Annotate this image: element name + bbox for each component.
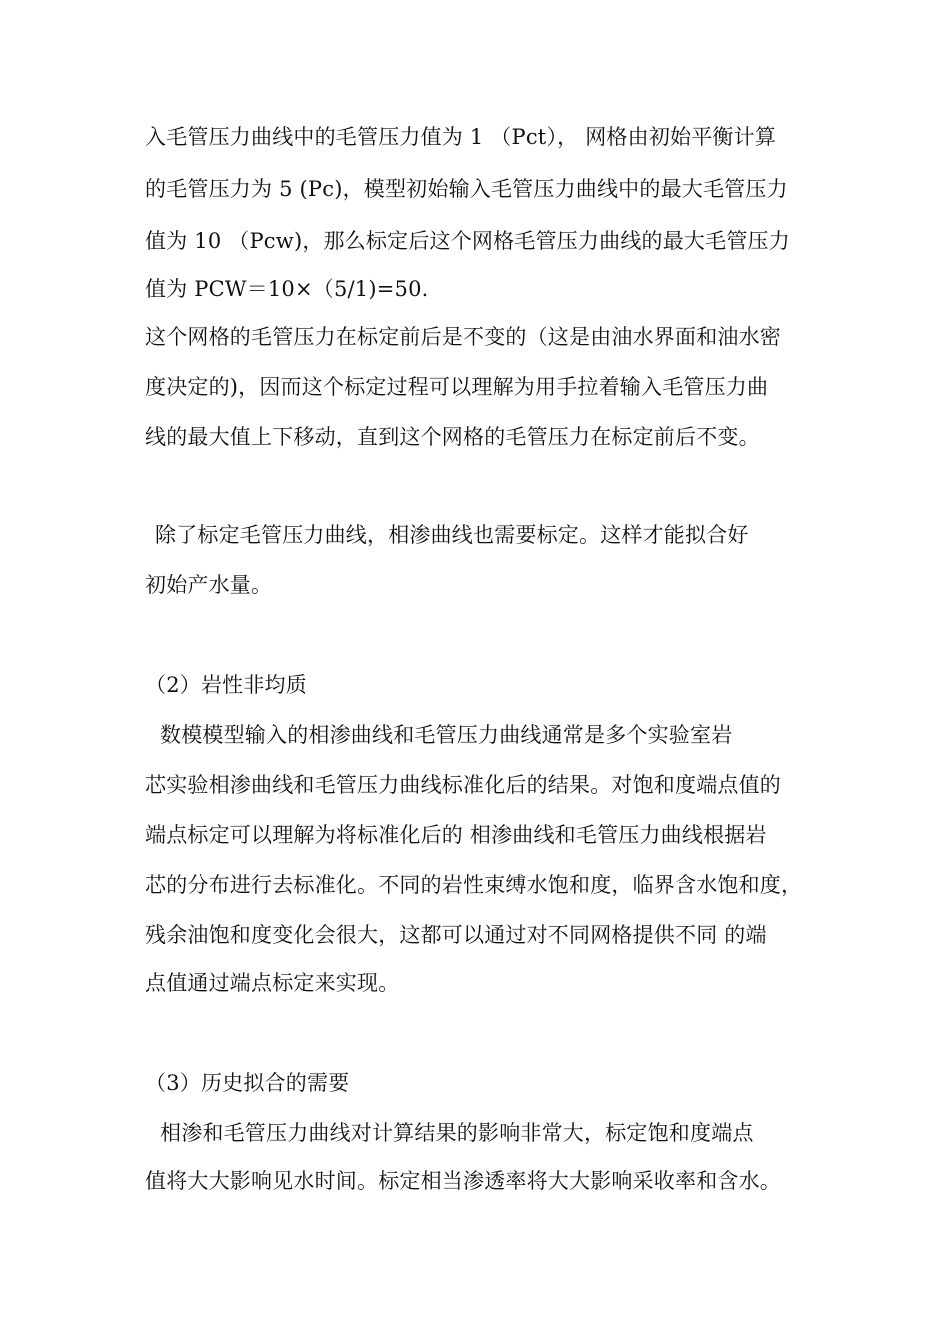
text-line: 度决定的)，因而这个标定过程可以理解为用手拉着输入毛管压力曲 (145, 375, 769, 399)
text-line: 除了标定毛管压力曲线，相渗曲线也需要标定。这样才能拟合好 (155, 523, 749, 547)
text-line: 值为 PCW＝10×（5/1)=50. (145, 277, 429, 301)
section-heading: （2）岩性非均质 (145, 673, 307, 697)
text-line: 值将大大影响见水时间。标定相当渗透率将大大影响采收率和含水。 (145, 1169, 781, 1193)
text-line: 相渗和毛管压力曲线对计算结果的影响非常大，标定饱和度端点 (160, 1121, 754, 1145)
text-line: 点值通过端点标定来实现。 (145, 971, 400, 995)
text-line: 值为 10 （Pcw)，那么标定后这个网格毛管压力曲线的最大毛管压力 (145, 229, 790, 253)
text-line: 数模模型输入的相渗曲线和毛管压力曲线通常是多个实验室岩 (160, 723, 733, 747)
text-line: 的毛管压力为 5 (Pc)，模型初始输入毛管压力曲线中的最大毛管压力 (145, 177, 788, 201)
text-line: 残余油饱和度变化会很大，这都可以通过对不同网格提供不同 的端 (145, 923, 767, 947)
text-line: 芯的分布进行去标准化。不同的岩性束缚水饱和度，临界含水饱和度， (145, 873, 803, 897)
text-line: 入毛管压力曲线中的毛管压力值为 1 （Pct）， 网格由初始平衡计算 (145, 125, 777, 149)
section-heading: （3）历史拟合的需要 (145, 1071, 350, 1095)
text-line: 初始产水量。 (145, 573, 273, 597)
text-line: 线的最大值上下移动，直到这个网格的毛管压力在标定前后不变。 (145, 425, 760, 449)
text-line: 端点标定可以理解为将标准化后的 相渗曲线和毛管压力曲线根据岩 (145, 823, 767, 847)
text-line: 芯实验相渗曲线和毛管压力曲线标准化后的结果。对饱和度端点值的 (145, 773, 781, 797)
text-line: 这个网格的毛管压力在标定前后是不变的（这是由油水界面和油水密 (145, 325, 781, 349)
